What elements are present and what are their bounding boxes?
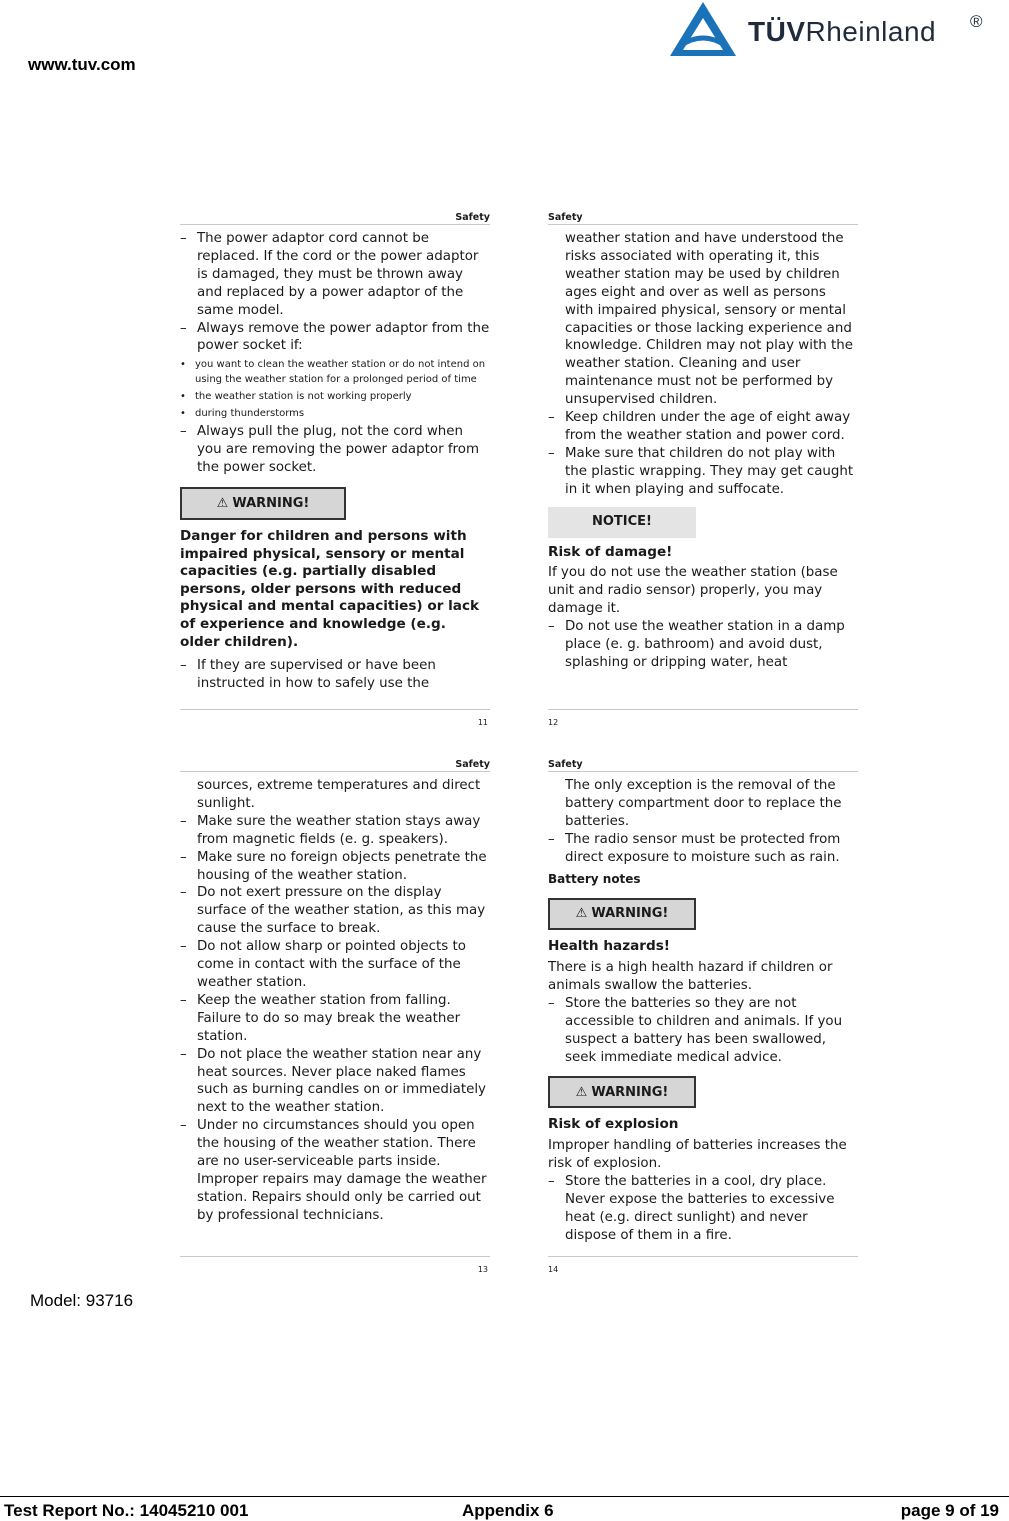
list-item: – Keep the weather station from falling. Failure to do so may break the weather station. [180,992,490,1046]
page-number: 14 [548,1256,858,1279]
warning-label: WARNING! [591,1084,669,1100]
list-item: – The radio sensor must be protected from direct exposure to moisture such as rain. [548,831,858,867]
paragraph: sources, extreme temperatures and direct sunlight. [197,778,481,811]
explosion-heading: Risk of explosion [548,1116,679,1133]
list-item: – Always pull the plug, not the cord when you are removing the power adaptor from the power socket. [180,423,490,477]
registered-mark: ® [970,12,983,31]
footer-divider [0,1496,1009,1497]
warning-box [180,487,346,520]
notice-label: NOTICE! [592,514,652,530]
bullet-item: • the weather station is not working properly [180,389,490,404]
page-section-label: Safety [180,756,490,772]
warning-box [548,898,696,930]
list-item: – Make sure the weather station stays away from magnetic fields (e. g. speakers). [180,813,490,849]
page-number: 13 [180,1256,490,1279]
list-item: – Do not place the weather station near any heat sources. Never place naked flames such as burning candles on or immediately next to the weather station. [180,1046,490,1118]
warning-label: WARNING! [232,495,310,511]
list-item: – The power adaptor cord cannot be replaced. If the cord or the power adaptor is damaged, they must be thrown away and replaced by a power adaptor of the same model. [180,230,490,320]
notice-box [548,507,696,538]
list-item: – Under no circumstances should you open the housing of the weather station. There are no user-serviceable parts inside. Improper repairs may damage the weather station. Repairs should only be carried out by professional technicians. [180,1117,490,1224]
list-item: – Make sure that children do not play with the plastic wrapping. They may get caught in it when playing and suffocate. [548,445,858,499]
list-item: – Keep children under the age of eight away from the weather station and power cord. [548,409,858,445]
risk-heading: Risk of damage! [548,543,673,560]
warning-label: WARNING! [591,906,669,922]
danger-heading: Danger for children and persons with impaired physical, sensory or mental capacities (e.g. partially disabled persons, older persons with reduced physical and mental capacities) or lack of experience and knowledge (e.g. older children). [180,528,480,650]
warning-box [548,1076,696,1108]
list-item: – Make sure no foreign objects penetrate the housing of the weather station. [180,849,490,885]
list-item: – Always remove the power adaptor from the power socket if: [180,320,490,356]
list-item: – Do not use the weather station in a damp place (e. g. bathroom) and avoid dust, splashing or dripping water, heat [548,618,858,672]
paragraph: If you do not use the weather station (base unit and radio sensor) properly, you may damage it. [548,565,838,616]
manual-page-13 [180,756,490,1276]
site-url: www.tuv.com [28,55,136,74]
manual-page-14 [548,756,858,1276]
list-item: – Store the batteries so they are not accessible to children and animals. If you suspect a battery has been swallowed, seek immediate medical advice. [548,995,858,1067]
manual-page-11 [180,209,490,729]
warning-triangle-icon: ⚠ [575,906,588,922]
list-item: – If they are supervised or have been instructed in how to safely use the [180,657,490,693]
model-label: Model: 93716 [30,1291,134,1310]
paragraph: The only exception is the removal of the battery compartment door to replace the batteries. [565,778,842,829]
tuv-triangle-icon [668,0,738,58]
logo-wordmark: TÜVRheinland [748,16,937,47]
appendix-label: Appendix 6 [462,1501,554,1520]
paragraph: There is a high health hazard if children or animals swallow the batteries. [548,960,833,993]
paragraph: Improper handling of batteries increases the risk of explosion. [548,1138,847,1171]
manual-page-12 [548,209,858,729]
page-number: 12 [548,709,858,732]
page-section-label: Safety [548,756,858,772]
page-number: 11 [180,709,490,732]
list-item: – Store the batteries in a cool, dry place. Never expose the batteries to excessive heat (e.g. direct sunlight) and never dispose of them in a fire. [548,1173,858,1245]
battery-notes-heading: Battery notes [548,871,641,886]
bullet-item: • you want to clean the weather station or do not intend on using the weather station for a prolonged period of time [180,357,490,387]
list-item: – Do not exert pressure on the display surface of the weather station, as this may cause the surface to break. [180,884,490,938]
paragraph: weather station and have understood the risks associated with operating it, this weather station may be used by children ages eight and over as well as persons with impaired physical, sensory or mental capacities or those lacking experience and knowledge. Children may not play with the weather station. Cleaning and user maintenance must not be performed by unsupervised children. [565,231,853,408]
health-heading: Health hazards! [548,938,670,955]
warning-triangle-icon: ⚠ [216,495,229,511]
tuv-rheinland-logo [668,0,998,60]
list-item: – Do not allow sharp or pointed objects to come in contact with the surface of the weather station. [180,938,490,992]
warning-triangle-icon: ⚠ [575,1084,588,1100]
page-indicator: page 9 of 19 [900,1501,999,1520]
page-section-label: Safety [548,209,858,225]
bullet-item: • during thunderstorms [180,406,490,421]
page-section-label: Safety [180,209,490,225]
report-number: Test Report No.: 14045210 001 [4,1501,249,1520]
